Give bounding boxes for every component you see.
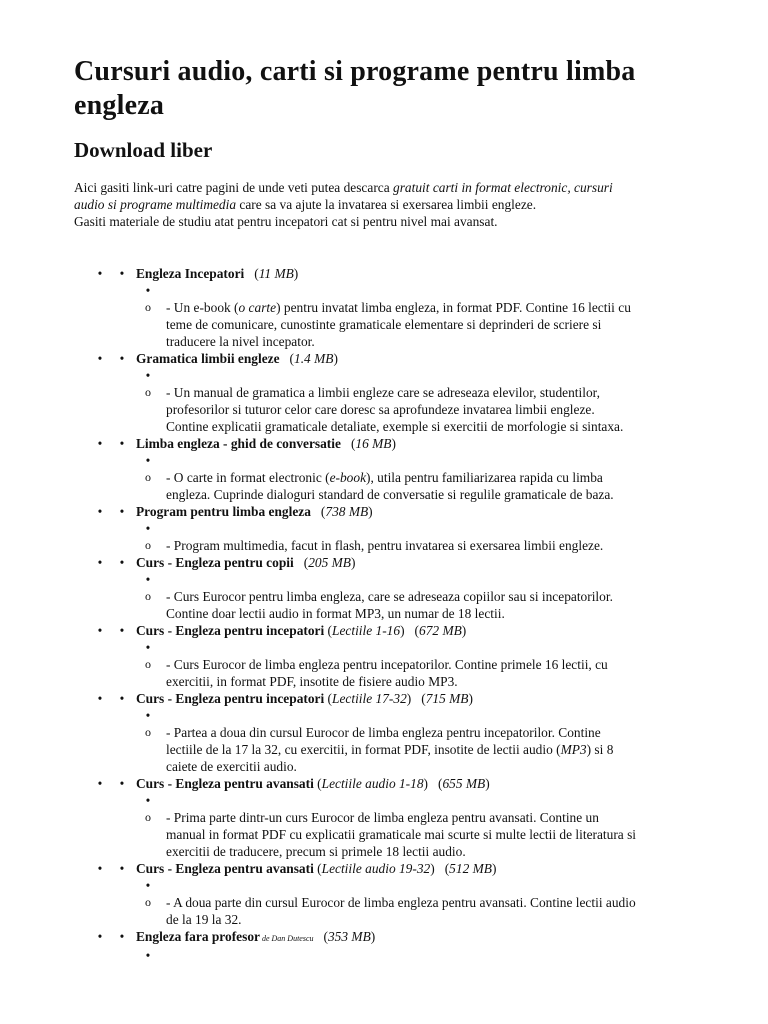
item-heading [74,350,694,367]
description-line: lectiile de la 17 la 32, cu exercitii, in format PDF, insotite de lectii audio (MP3) si 8 [166,742,614,757]
bullet-icon: • [119,266,125,281]
item-description [74,656,694,690]
item-heading [74,928,694,947]
item-title-link[interactable]: Curs - Engleza pentru incepatori [136,623,325,638]
bullet-icon: • [119,776,125,791]
item-size: (11 MB) [254,266,299,281]
circle-bullet-icon: o [145,810,151,824]
description-line: profesorilor si tuturor celor care doresc sa aprofundeze invatarea limbii engleze. [166,402,595,417]
item-heading [74,503,694,520]
bullet-icon: • [97,504,103,519]
bullet-icon: • [97,351,103,366]
item-title-link[interactable]: Curs - Engleza pentru avansati [136,861,314,876]
circle-bullet-icon: o [145,538,151,552]
bullet-icon: • [145,878,151,893]
bullet-icon: • [97,929,103,944]
item-title-link[interactable]: Program pentru limba engleza [136,504,311,519]
description-line: - Partea a doua din cursul Eurocor de limba engleza pentru incepatorilor. Contine [166,725,601,740]
description-line: - Un e-book (o carte) pentru invatat limba engleza, in format PDF. Contine 16 lectii cu [166,300,631,315]
intro-line [74,196,694,213]
item-title-link[interactable]: Curs - Engleza pentru incepatori [136,691,325,706]
bullet-icon: • [119,623,125,638]
sub-item [74,367,694,384]
circle-bullet-icon: o [145,895,151,909]
item-heading [74,554,694,571]
item-description [74,588,694,622]
list-item [74,554,694,622]
description-line: - A doua parte din cursul Eurocor de limba engleza pentru avansati. Contine lectii audio [166,895,636,910]
item-description [74,724,694,775]
description-line: exercitii, in format PDF, insotite de fisiere audio MP3. [166,674,458,689]
item-lessons: (Lectiile 1-16) [324,623,405,638]
description-line: Contine doar lectii audio in format MP3, un numar de 18 lectii. [166,606,505,621]
page-subtitle: Download liber [74,138,213,162]
item-size: (715 MB) [421,691,473,706]
bullet-icon: • [145,368,151,383]
description-line: - O carte in format electronic (e-book), utila pentru familiarizarea rapida cu limba [166,470,603,485]
circle-bullet-icon: o [145,385,151,399]
bullet-icon: • [119,351,125,366]
intro-text-italic: gratuit carti in format electronic, cursuri [393,180,613,195]
item-description [74,299,694,350]
page-title-line-1: Cursuri audio, carti si programe pentru limba [74,56,636,87]
intro-line [74,179,694,196]
item-lessons: (Lectiile audio 1-18) [313,776,428,791]
description-line: traducere la nivel incepator. [166,334,315,349]
item-title-link[interactable]: Gramatica limbii engleze [136,351,280,366]
item-description [74,894,694,928]
bullet-icon: • [119,929,125,944]
list-item [74,775,694,860]
list-item [74,860,694,928]
bullet-icon: • [97,776,103,791]
list-item [74,690,694,775]
description-line: - Curs Eurocor pentru limba engleza, care se adreseaza copiilor sau si incepatorilor. [166,589,613,604]
sub-item [74,877,694,894]
intro-paragraph [74,179,694,230]
bullet-icon: • [145,640,151,655]
bullet-icon: • [145,453,151,468]
bullet-icon: • [145,521,151,536]
bullet-icon: • [119,555,125,570]
description-line: engleza. Cuprinde dialoguri standard de conversatie si regulile gramaticale de baza. [166,487,614,502]
intro-text-italic: audio si programe multimedia [74,197,237,212]
item-size: (1.4 MB) [289,351,338,366]
list-item [74,503,694,554]
list-item [74,928,694,964]
item-heading [74,860,694,877]
item-size: (512 MB) [444,861,497,876]
bullet-icon: • [119,436,125,451]
bullet-icon: • [97,555,103,570]
item-size: (655 MB) [438,776,490,791]
item-title-link[interactable]: Curs - Engleza pentru avansati [136,776,314,791]
item-size: (672 MB) [414,623,467,638]
sub-item [74,571,694,588]
bullet-icon: • [145,708,151,723]
bullet-icon: • [97,623,103,638]
page-title [74,0,694,123]
item-description [74,469,694,503]
item-size: (353 MB) [323,929,376,944]
sub-item [74,792,694,809]
description-line: - Program multimedia, facut in flash, pentru invatarea si exersarea limbii engleze. [166,538,604,553]
item-title-link[interactable]: Curs - Engleza pentru copii [136,555,294,570]
description-line: - Curs Eurocor de limba engleza pentru incepatorilor. Contine primele 16 lectii, cu [166,657,608,672]
intro-text: Gasiti materiale de studiu atat pentru incepatori cat si pentru nivel mai avansat. [74,214,498,229]
item-size: (16 MB) [350,436,396,451]
item-size: (205 MB) [303,555,356,570]
item-lessons: (Lectiile audio 19-32) [313,861,435,876]
circle-bullet-icon: o [145,657,151,671]
list-item [74,435,694,503]
list-item [74,350,694,435]
intro-text: Aici gasiti link-uri catre pagini de unde veti putea descarca [74,180,394,195]
sub-item [74,452,694,469]
circle-bullet-icon: o [145,725,151,739]
bullet-icon: • [119,691,125,706]
bullet-icon: • [145,572,151,587]
item-title-link[interactable]: Engleza fara profesor [136,929,260,944]
sub-item [74,707,694,724]
description-line: de la 19 la 32. [166,912,242,927]
description-line: teme de comunicare, cunostinte gramaticale elementare si deprinderi de scriere si [166,317,602,332]
item-description [74,537,694,554]
item-title-link[interactable]: Engleza Incepatori [136,266,245,281]
description-line: - Un manual de gramatica a limbii engleze care se adreseaza elevilor, studentilor, [166,385,600,400]
list-item [74,622,694,690]
bullet-icon: • [145,283,151,298]
bullet-icon: • [97,691,103,706]
list-item [74,265,694,350]
item-heading [74,690,694,707]
item-heading [74,435,694,452]
sub-item [74,282,694,299]
description-line: exercitii de traducere, precum si primele 18 lectii audio. [166,844,466,859]
item-heading [74,265,694,282]
intro-line [74,213,694,230]
item-lessons: (Lectiile 17-32) [324,691,412,706]
sub-item [74,520,694,537]
item-heading [74,622,694,639]
description-line: - Prima parte dintr-un curs Eurocor de limba engleza pentru avansati. Contine un [166,810,599,825]
sub-item [74,947,694,964]
circle-bullet-icon: o [145,589,151,603]
page-title-line-2: engleza [74,90,165,121]
item-description [74,384,694,435]
download-list [74,265,694,964]
bullet-icon: • [119,861,125,876]
bullet-icon: • [145,948,151,963]
item-size: (738 MB) [320,504,373,519]
item-description [74,809,694,860]
description-line: manual in format PDF cu explicatii gramaticale mai scurte si multe lectii de literatura si [166,827,637,842]
bullet-icon: • [97,436,103,451]
circle-bullet-icon: o [145,470,151,484]
bullet-icon: • [97,266,103,281]
bullet-icon: • [97,861,103,876]
bullet-icon: • [145,793,151,808]
item-author: de Dan Dutescu [261,934,314,943]
bullet-icon: • [119,504,125,519]
item-heading [74,775,694,792]
circle-bullet-icon: o [145,300,151,314]
sub-item [74,639,694,656]
intro-text: care sa va ajute la invatarea si exersarea limbii engleze. [236,197,537,212]
item-title-link[interactable]: Limba engleza - ghid de conversatie [136,436,341,451]
description-line: caiete de exercitii audio. [166,759,297,774]
description-line: Contine explicatii gramaticale detaliate, exemple si exercitii de morfologie si sintaxa. [166,419,624,434]
